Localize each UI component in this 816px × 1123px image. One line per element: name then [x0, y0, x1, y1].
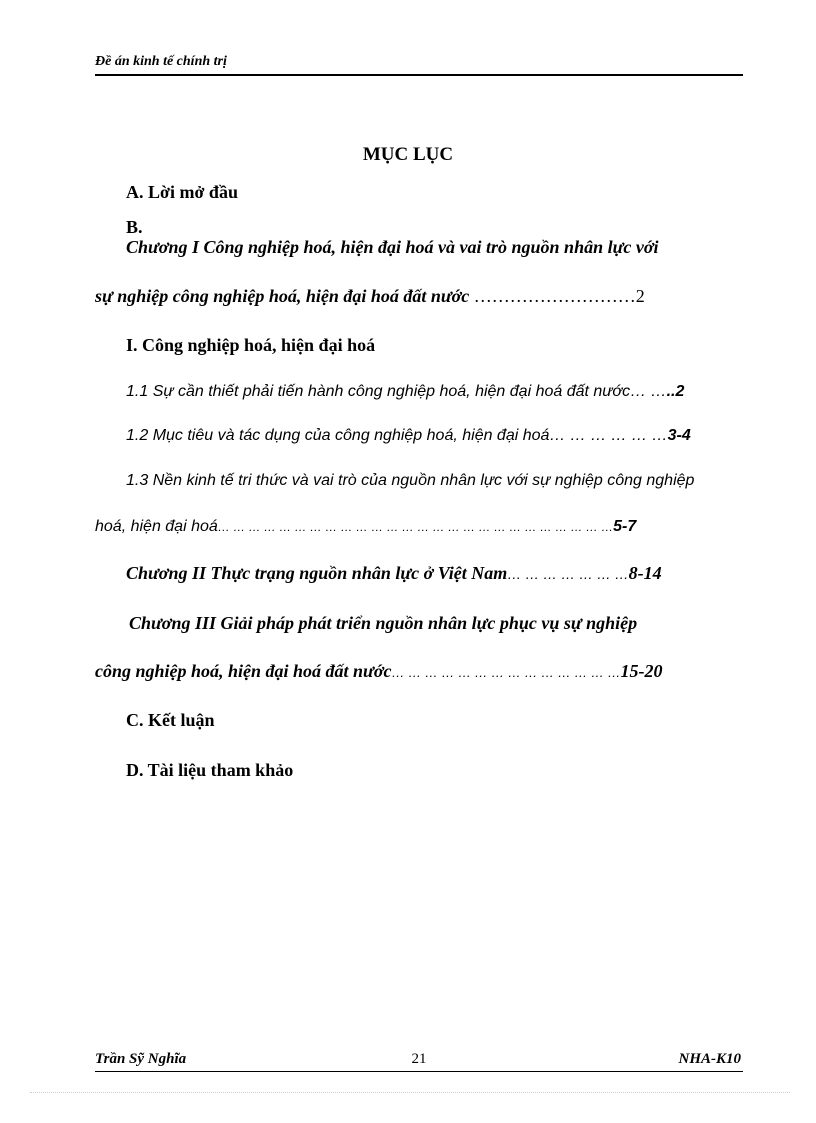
- toc-item-1-3-line-2: [95, 518, 636, 536]
- toc-item-1-2-dots: … … … … … …: [549, 427, 668, 444]
- toc-section-1: I. Công nghiệp hoá, hiện đại hoá: [126, 335, 376, 355]
- toc-chapter-3-page: 15-20: [620, 661, 663, 681]
- page-header: [95, 52, 743, 76]
- toc-item-a: A. Lời mở đầu: [126, 182, 238, 202]
- toc-chapter-1-page: 2: [635, 286, 645, 306]
- toc-chapter-1-line-1: Chương I Công nghiệp hoá, hiện đại hoá và vai trò nguồn nhân lực với: [126, 237, 659, 257]
- toc-item-1-1-page: ..2: [666, 383, 685, 400]
- toc-item-1-2-page: 3-4: [667, 427, 691, 444]
- toc-chapter-1-text: sự nghiệp công nghiệp hoá, hiện đại hoá đất nước: [95, 286, 470, 306]
- toc-chapter-2-page: 8-14: [628, 563, 662, 583]
- page-footer: [95, 1051, 743, 1072]
- toc-item-1-2-text: 1.2 Mục tiêu và tác dụng của công nghiệp hoá, hiện đại hoá: [126, 427, 550, 444]
- toc-title: MỤC LỤC: [362, 144, 454, 165]
- toc-item-1-1: [126, 383, 684, 401]
- toc-chapter-3-dots: … … … … … … … … … … … … … …: [391, 665, 621, 680]
- toc-chapter-3-line-2: [95, 661, 662, 682]
- toc-item-1-1-text: 1.1 Sự cần thiết phải tiến hành công nghiệp hoá, hiện đại hoá đất nước: [126, 383, 631, 400]
- header-title: Đề án kinh tế chính trị: [95, 54, 227, 69]
- toc-item-1-3-text: hoá, hiện đại hoá: [95, 518, 218, 535]
- toc-chapter-2-text: Chương II Thực trạng nguồn nhân lực ở Việt Nam: [126, 563, 508, 583]
- toc-item-d: D. Tài liệu tham khảo: [126, 760, 294, 780]
- toc-chapter-2-dots: … … … … … … …: [507, 566, 629, 582]
- footer-code: NHA-K10: [678, 1051, 741, 1067]
- footer-author: Trần Sỹ Nghĩa: [95, 1051, 187, 1067]
- toc-item-1-2: [126, 427, 691, 445]
- page-bottom-divider: [30, 1092, 790, 1093]
- toc-chapter-1-line-2: [95, 286, 645, 307]
- toc-item-1-3-page: 5-7: [613, 518, 637, 535]
- toc-item-1-3-line-1: 1.3 Nền kinh tế tri thức và vai trò của nguồn nhân lực với sự nghiệp công nghiệp: [126, 472, 695, 489]
- toc-chapter-1-dots: ………………………: [469, 286, 636, 306]
- toc-item-b: B.: [126, 217, 143, 237]
- toc-chapter-2: [126, 563, 662, 584]
- toc-chapter-3-text: công nghiệp hoá, hiện đại hoá đất nước: [95, 661, 392, 681]
- toc-item-1-1-dots: … …: [630, 383, 667, 400]
- toc-item-1-3-dots: … … … … … … … … … … … … … … … … … … … … … … … … … …: [217, 520, 614, 534]
- toc-item-c: C. Kết luận: [126, 710, 215, 730]
- footer-page-number: 21: [411, 1051, 427, 1067]
- toc-chapter-3-line-1: Chương III Giải pháp phát triển nguồn nhân lực phục vụ sự nghiệp: [129, 613, 638, 633]
